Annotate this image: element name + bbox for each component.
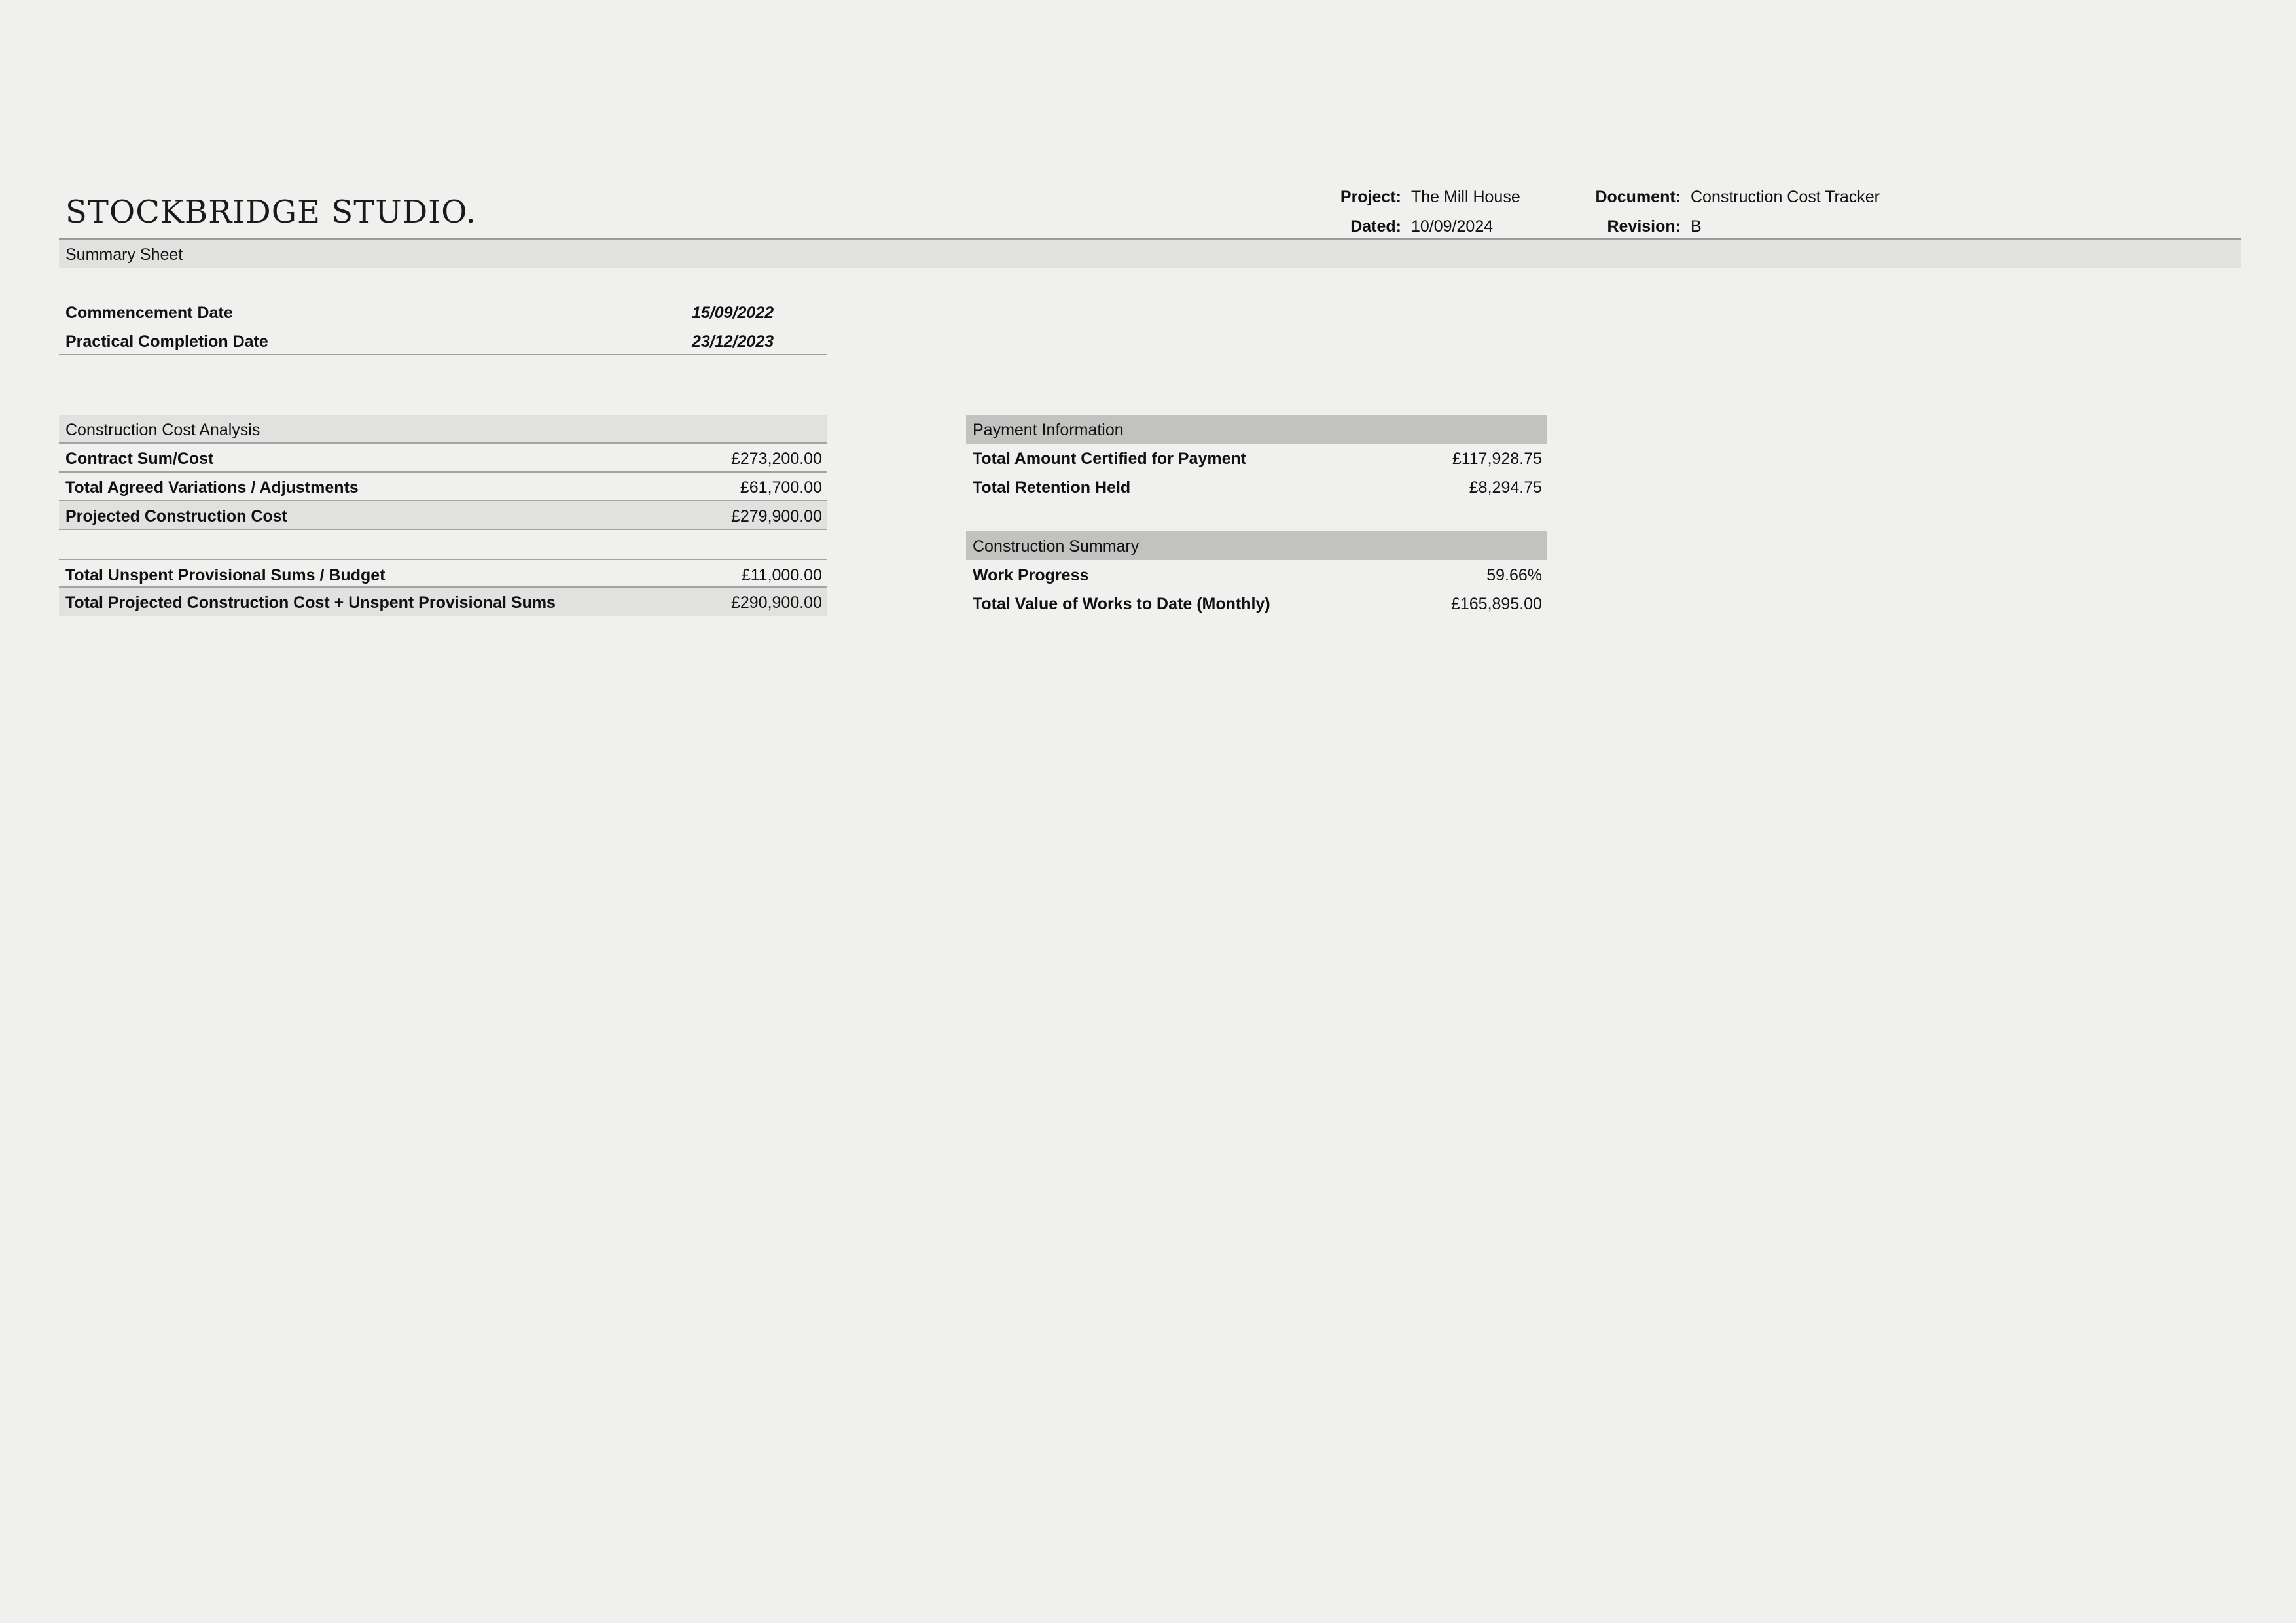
cost-analysis-table	[59, 415, 827, 616]
project-label: Project:	[1340, 188, 1401, 206]
table-row	[59, 473, 827, 501]
row-value: £11,000.00	[741, 566, 822, 584]
document-label: Document:	[1595, 188, 1681, 206]
spacer	[59, 530, 827, 559]
payment-header	[966, 415, 1547, 444]
sheet-title: Summary Sheet	[65, 245, 183, 264]
row-label: Work Progress	[973, 566, 1089, 584]
row-value: £61,700.00	[740, 478, 822, 497]
row-label: Total Amount Certified for Payment	[973, 450, 1247, 468]
payment-table	[966, 415, 1547, 501]
table-row	[59, 559, 827, 588]
row-value: £8,294.75	[1469, 478, 1542, 497]
table-row	[59, 588, 827, 616]
row-label: Total Projected Construction Cost + Unspent Provisional Sums	[65, 594, 556, 612]
completion-row	[59, 327, 827, 355]
construction-summary-header	[966, 531, 1547, 560]
project-value: The Mill House	[1411, 188, 1520, 206]
dated-label: Dated:	[1350, 217, 1401, 236]
cost-analysis-title: Construction Cost Analysis	[65, 421, 260, 439]
table-row	[59, 501, 827, 530]
row-label: Total Unspent Provisional Sums / Budget	[65, 566, 386, 584]
row-label: Total Agreed Variations / Adjustments	[65, 478, 359, 497]
row-label: Total Retention Held	[973, 478, 1131, 497]
revision-label: Revision:	[1607, 217, 1681, 236]
row-label: Projected Construction Cost	[65, 507, 287, 526]
document-value: Construction Cost Tracker	[1691, 188, 1880, 206]
completion-label: Practical Completion Date	[65, 332, 268, 351]
dates-table	[59, 298, 827, 355]
sheet-title-bar	[59, 240, 2241, 268]
cost-analysis-header	[59, 415, 827, 444]
construction-summary-table	[966, 531, 1547, 618]
brand-logo-text: STOCKBRIDGE STUDIO.	[65, 194, 476, 230]
commencement-value: 15/09/2022	[692, 304, 774, 322]
row-value: £273,200.00	[730, 450, 822, 468]
row-label: Contract Sum/Cost	[65, 450, 214, 468]
completion-value: 23/12/2023	[692, 332, 774, 351]
row-value: £279,900.00	[730, 507, 822, 526]
row-value: £290,900.00	[730, 594, 822, 612]
row-value: £117,928.75	[1452, 450, 1542, 468]
dated-value: 10/09/2024	[1411, 217, 1494, 236]
table-row	[966, 589, 1547, 618]
construction-summary-title: Construction Summary	[973, 537, 1139, 556]
row-value: £165,895.00	[1450, 595, 1542, 613]
table-row	[966, 444, 1547, 473]
row-value: 59.66%	[1486, 566, 1542, 584]
table-row	[966, 560, 1547, 589]
row-label: Total Value of Works to Date (Monthly)	[973, 595, 1270, 613]
commencement-label: Commencement Date	[65, 304, 233, 322]
table-row	[59, 444, 827, 473]
payment-title: Payment Information	[973, 421, 1124, 439]
commencement-row	[59, 298, 827, 327]
revision-value: B	[1691, 217, 1702, 236]
table-row	[966, 473, 1547, 501]
